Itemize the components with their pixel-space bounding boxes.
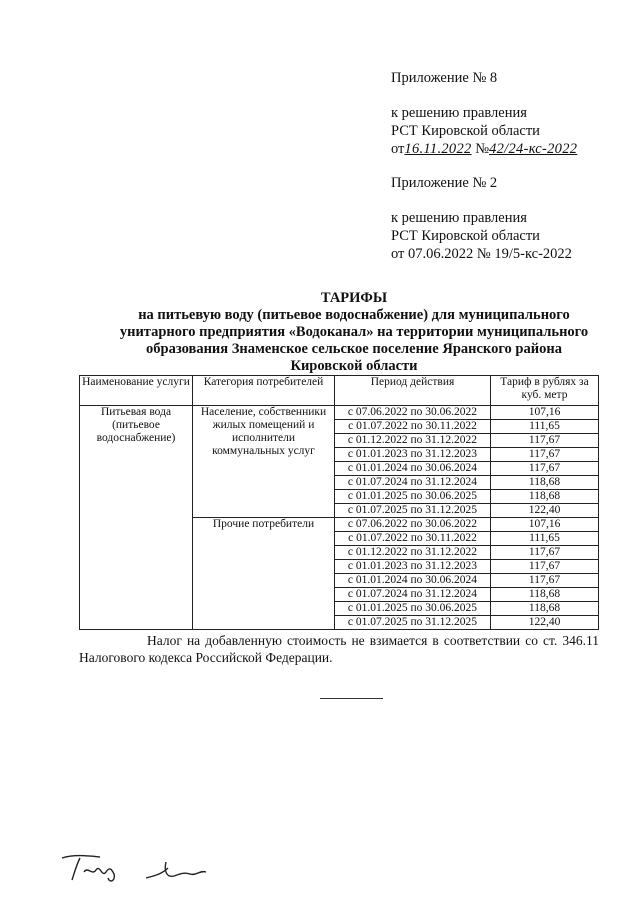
heading-line-1: на питьевую воду (питьевое водоснабжение) для муниципального	[138, 307, 570, 323]
tariff-cell: 118,68	[491, 490, 599, 504]
heading-line-3: образования Знаменское сельское поселение Яранского района	[146, 341, 562, 357]
vat-note-line-1: Налог на добавленную стоимость не взимается в соответствии со ст. 346.11	[147, 633, 599, 648]
appendix8-decision-line: к решению правления	[391, 105, 527, 121]
period-cell: с 01.07.2022 по 30.11.2022	[335, 420, 491, 434]
appendix8-number-sign: №	[475, 141, 490, 157]
tariff-cell: 118,68	[491, 588, 599, 602]
period-cell: с 01.01.2025 по 30.06.2025	[335, 490, 491, 504]
tariff-cell: 122,40	[491, 504, 599, 518]
appendix2-authority-line: РСТ Кировской области	[391, 228, 540, 244]
heading-line-2: унитарного предприятия «Водоканал» на территории муниципального	[119, 324, 589, 340]
appendix2-title: Приложение № 2	[391, 175, 498, 191]
consumer-category-cell: Население, собственники жилых помещений и исполнители коммунальных услуг	[193, 406, 335, 518]
vat-note-line-2: Налогового кодекса Российской Федерации.	[79, 650, 333, 665]
vat-note	[79, 632, 599, 666]
appendix8-authority-line: РСТ Кировской области	[391, 123, 540, 139]
tariff-cell: 111,65	[491, 532, 599, 546]
period-cell: с 01.01.2024 по 30.06.2024	[335, 574, 491, 588]
tariff-cell: 117,67	[491, 546, 599, 560]
period-cell: с 01.07.2024 по 31.12.2024	[335, 588, 491, 602]
tariff-table	[79, 375, 599, 630]
header-category: Категория потребителей	[193, 376, 335, 406]
header-period: Период действия	[335, 376, 491, 406]
period-cell: с 01.12.2022 по 31.12.2022	[335, 434, 491, 448]
consumer-category-cell: Прочие потребители	[193, 518, 335, 630]
closing-divider	[320, 698, 383, 699]
appendix8-date: 16.11.2022	[404, 141, 472, 157]
tariff-cell: 107,16	[491, 518, 599, 532]
tariff-cell: 117,67	[491, 462, 599, 476]
tariff-cell: 111,65	[491, 420, 599, 434]
period-cell: с 01.07.2024 по 31.12.2024	[335, 476, 491, 490]
appendix8-title: Приложение № 8	[391, 70, 498, 86]
service-name-cell: Питьевая вода (питьевое водоснабжение)	[80, 406, 193, 630]
appendix8-from-prefix: от	[391, 141, 405, 157]
table-row	[80, 406, 599, 420]
tariff-cell: 118,68	[491, 476, 599, 490]
period-cell: с 01.12.2022 по 31.12.2022	[335, 546, 491, 560]
period-cell: с 01.07.2022 по 30.11.2022	[335, 532, 491, 546]
period-cell: с 07.06.2022 по 30.06.2022	[335, 406, 491, 420]
period-cell: с 01.07.2025 по 31.12.2025	[335, 504, 491, 518]
period-cell: с 01.01.2023 по 31.12.2023	[335, 560, 491, 574]
tariff-cell: 117,67	[491, 574, 599, 588]
tariff-cell: 107,16	[491, 406, 599, 420]
period-cell: с 01.01.2025 по 30.06.2025	[335, 602, 491, 616]
tariff-cell: 118,68	[491, 602, 599, 616]
period-cell: с 01.01.2024 по 30.06.2024	[335, 462, 491, 476]
appendix8-number: 42/24-кс-2022	[489, 141, 578, 157]
tariff-cell: 117,67	[491, 434, 599, 448]
tariff-cell: 122,40	[491, 616, 599, 630]
period-cell: с 07.06.2022 по 30.06.2022	[335, 518, 491, 532]
handwritten-signature	[50, 848, 250, 888]
table-header-row	[80, 376, 599, 406]
period-cell: с 01.07.2025 по 31.12.2025	[335, 616, 491, 630]
header-tariff: Тариф в рублях за куб. метр	[491, 376, 599, 406]
document-title: ТАРИФЫ	[320, 290, 388, 306]
appendix2-date-number-line: от 07.06.2022 № 19/5-кс-2022	[391, 246, 572, 262]
period-cell: с 01.01.2023 по 31.12.2023	[335, 448, 491, 462]
tariff-cell: 117,67	[491, 560, 599, 574]
header-service: Наименование услуги	[80, 376, 193, 406]
appendix2-decision-line: к решению правления	[391, 210, 527, 226]
heading-line-4: Кировской области	[290, 358, 418, 374]
appendix8-date-number-line	[391, 140, 577, 158]
tariff-cell: 117,67	[491, 448, 599, 462]
